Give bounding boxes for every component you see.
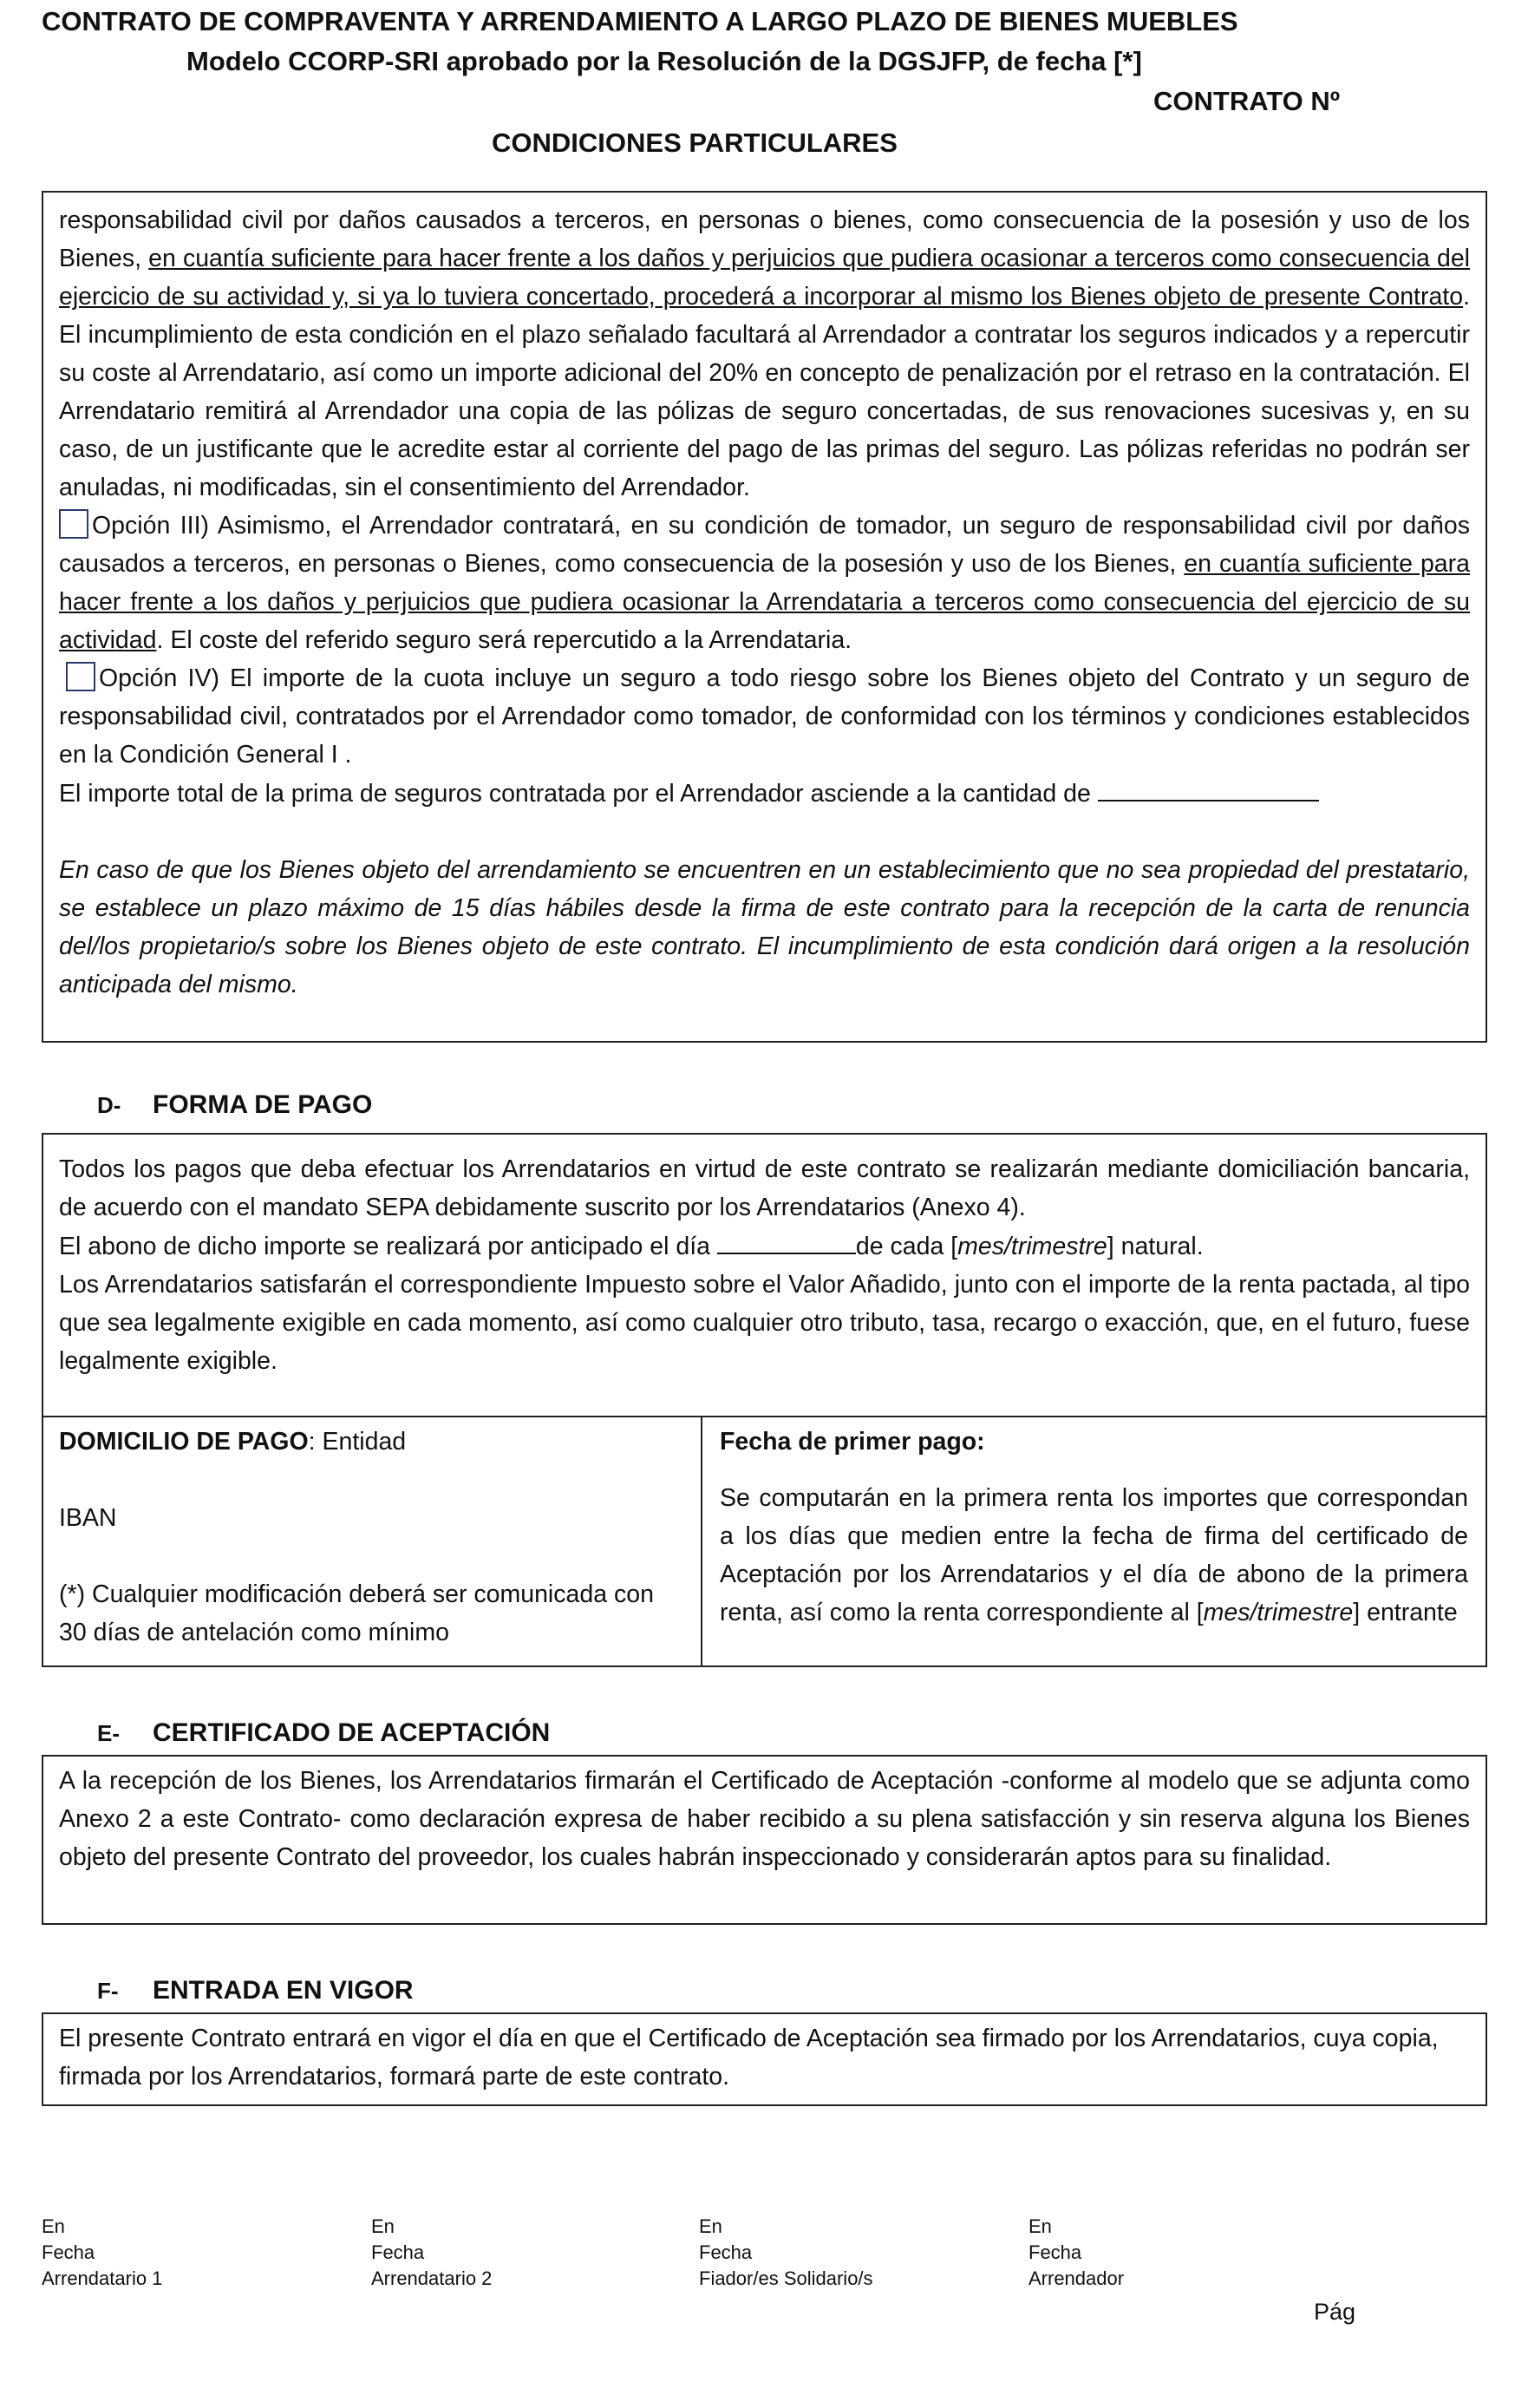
- premium-amount-field[interactable]: [1098, 774, 1319, 802]
- payment-box: [42, 1133, 1487, 1667]
- vat-text: Los Arrendatarios satisfarán el correspondiente Impuesto sobre el Valor Añadido, junto con el importe de la renta pactada, al tipo que sea legalmente exigible en cada momento, así como cualquier otro tributo, tasa, recargo o exacción, que, en el futuro, fuese legalmente exigible.: [59, 1271, 1470, 1375]
- section-f-heading: F- ENTRADA EN VIGOR: [97, 1976, 414, 2005]
- document-title: CONTRATO DE COMPRAVENTA Y ARRENDAMIENTO A LARGO PLAZO DE BIENES MUEBLES: [42, 6, 1238, 36]
- payment-domicile-value: : Entidad: [308, 1428, 407, 1456]
- payment-day-line: El abono de dicho importe se realizará por anticipado el día de cada [mes/trimestre] natural.: [59, 1227, 1470, 1266]
- insurance-box: [42, 191, 1487, 1043]
- first-payment-cell: [702, 1417, 1486, 1665]
- option-iii-checkbox[interactable]: [59, 509, 88, 539]
- first-payment-text: Se computarán en la primera renta los importes que correspondan a los días que medien entre la fecha de firma del certificado de Aceptación por los Arrendatarios y el día de abono de la primera renta, así como la renta correspondiente al [mes/trimestre] entrante: [720, 1484, 1468, 1626]
- payment-terms: [43, 1135, 1486, 1417]
- page-number-label: Pág: [1314, 2299, 1356, 2325]
- section-e-heading: E- CERTIFICADO DE ACEPTACIÓN: [97, 1718, 551, 1747]
- payment-domicile-label: DOMICILIO DE PAGO: [59, 1428, 309, 1456]
- premium-line: El importe total de la prima de seguros contratada por el Arrendador asciende a la cantidad de: [59, 774, 1470, 813]
- option-iv-paragraph: Opción IV) El importe de la cuota incluye un seguro a todo riesgo sobre los Bienes objeto del Contrato y un seguro de responsabilidad civil, contratados por el Arrendador como tomador, de conformidad con los términos y condiciones establecidos en la Condición General I .: [59, 659, 1470, 774]
- signature-block-4[interactable]: En Fecha Arrendador: [1028, 2215, 1125, 2289]
- acceptance-box: [42, 1755, 1487, 1925]
- signature-block-3[interactable]: En Fecha Fiador/es Solidario/s: [699, 2215, 873, 2289]
- modification-note: (*) Cualquier modificación deberá ser comunicada con 30 días de antelación como mínimo: [59, 1580, 654, 1646]
- payment-details-grid: [43, 1417, 1486, 1665]
- signature-block-2[interactable]: En Fecha Arrendatario 2: [371, 2215, 493, 2289]
- contract-number-label: CONTRATO Nº: [1153, 86, 1341, 116]
- option-iii-paragraph: Opción III) Asimismo, el Arrendador contratará, en su condición de tomador, un seguro de responsabilidad civil por daños causados a terceros, en personas o Bienes, como consecuencia de la posesión y uso de los Bienes, en cuantía suficiente para hacer frente a los daños y perjuicios que pudiera ocasionar la Arrendataria a terceros como consecuencia del ejercicio de su actividad. El coste del referido seguro será repercutido a la Arrendataria.: [59, 507, 1470, 659]
- payment-method-text: Todos los pagos que deba efectuar los Arrendatarios en virtud de este contrato se realizarán mediante domiciliación bancaria, de acuerdo con el mandato SEPA debidamente suscrito por los Arrendatarios (Anexo 4).: [59, 1155, 1470, 1221]
- waiver-note: En caso de que los Bienes objeto del arrendamiento se encuentren en un establecimiento que no sea propiedad del prestatario, se establece un plazo máximo de 15 días hábiles desde la firma de este contrato para la recepción de la carta de renuncia del/los propietario/s sobre los Bienes objeto de este contrato. El incumplimiento de esta condición dará origen a la resolución anticipada del mismo.: [59, 856, 1470, 998]
- entry-into-force-text: El presente Contrato entrará en vigor el día en que el Certificado de Aceptación sea firmado por los Arrendatarios, cuya copia, firmada por los Arrendatarios, formará parte de este contrato.: [59, 2025, 1439, 2091]
- iban-label: IBAN: [59, 1504, 117, 1532]
- document-model: Modelo CCORP-SRI aprobado por la Resolución de la DGSJFP, de fecha [*]: [186, 46, 1142, 76]
- insurance-paragraph: responsabilidad civil por daños causados a terceros, en personas o bienes, como consecuencia de la posesión y uso de los Bienes, en cuantía suficiente para hacer frente a los daños y perjuicios que pudiera ocasionar a terceros como consecuencia del ejercicio de su actividad y, si ya lo tuviera concertado, procederá a incorporar al mismo los Bienes objeto de presente Contrato. El incumplimiento de esta condición en el plazo señalado facultará al Arrendador a contratar los seguros indicados y a repercutir su coste al Arrendatario, así como un importe adicional del 20% en concepto de penalización por el retraso en la contratación. El Arrendatario remitirá al Arrendador una copia de las pólizas de seguro concertadas, de sus renovaciones sucesivas y, en su caso, de un justificante que le acredite estar al corriente del pago de las primas del seguro. Las pólizas referidas no podrán ser anuladas, ni modificadas, sin el consentimiento del Arrendador.: [59, 206, 1470, 501]
- section-d-heading: D- FORMA DE PAGO: [97, 1090, 373, 1119]
- first-payment-label: Fecha de primer pago:: [720, 1428, 985, 1456]
- payment-day-field[interactable]: [717, 1227, 856, 1254]
- document-subtitle: CONDICIONES PARTICULARES: [492, 128, 898, 158]
- signature-block-1[interactable]: En Fecha Arrendatario 1: [42, 2215, 163, 2289]
- acceptance-text: A la recepción de los Bienes, los Arrendatarios firmarán el Certificado de Aceptación -conforme al modelo que se adjunta como Anexo 2 a este Contrato- como declaración expresa de haber recibido a su plena satisfacción y sin reserva alguna los Bienes objeto del presente Contrato del proveedor, los cuales habrán inspeccionado y considerarán aptos para su finalidad.: [59, 1767, 1470, 1871]
- payment-domicile-cell: [43, 1417, 702, 1665]
- option-iv-checkbox[interactable]: [66, 662, 95, 691]
- entry-into-force-box: [42, 2012, 1487, 2106]
